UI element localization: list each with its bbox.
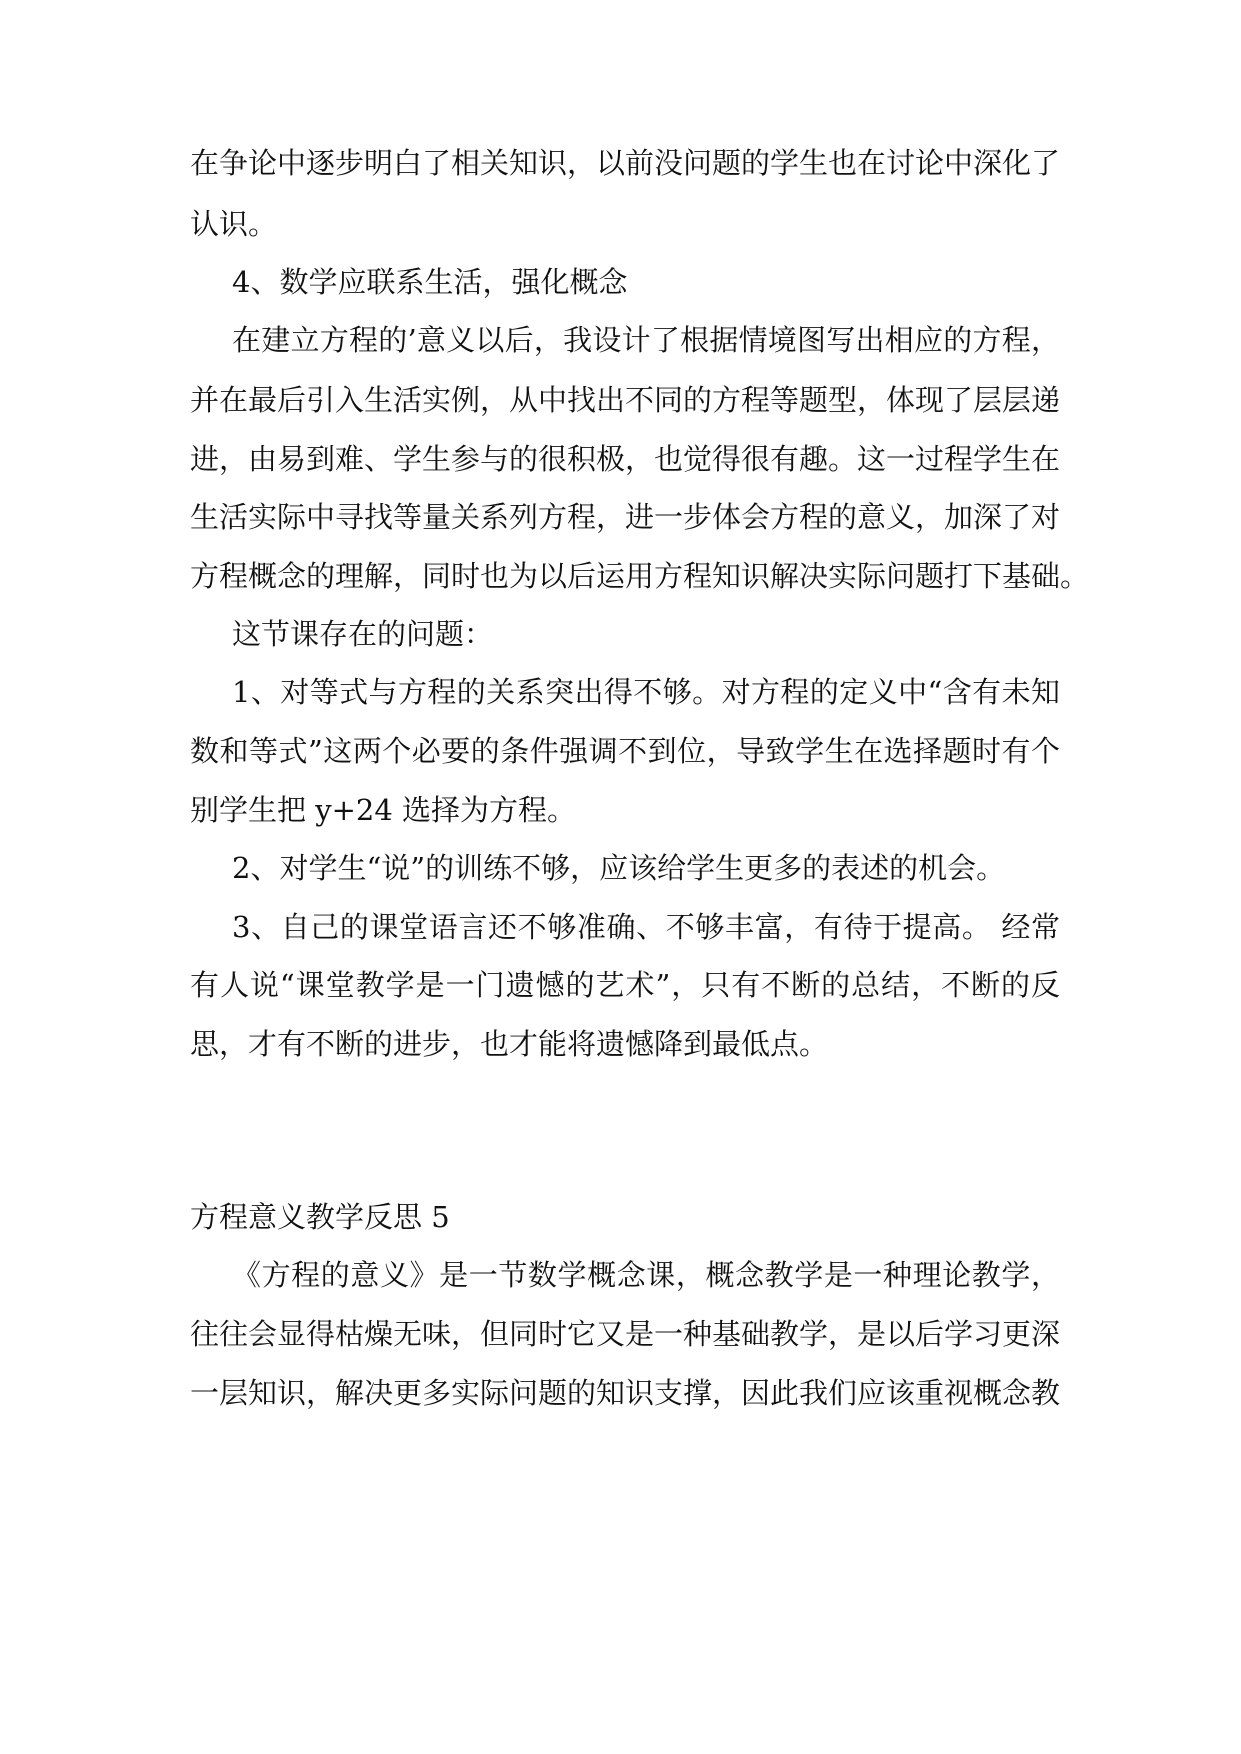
problems-heading: 这节课存在的问题： [232, 617, 494, 651]
list-item-line: 2、对学生“说”的训练不够，应该给学生更多的表述的机会。 [232, 851, 1006, 885]
list-item-line: 数和等式”这两个必要的条件强调不到位，导致学生在选择题时有个 [190, 734, 1060, 768]
paragraph-line: 在争论中逐步明白了相关知识，以前没问题的学生也在讨论中深化了 [190, 146, 1061, 180]
list-item-line: 有人说“课堂教学是一门遗憾的艺术”，只有不断的总结，不断的反 [190, 968, 1060, 1002]
paragraph-line: 往往会显得枯燥无味，但同时它又是一种基础教学，是以后学习更深 [190, 1317, 1061, 1351]
list-item-line: 别学生把 y+24 选择为方程。 [190, 793, 577, 827]
paragraph-line: 《方程的意义》是一节数学概念课，概念教学是一种理论教学， [232, 1258, 1060, 1292]
paragraph-line: 认识。 [190, 207, 278, 241]
section-heading: 4、数学应联系生活，强化概念 [232, 265, 628, 299]
paragraph-line: 方程概念的理解，同时也为以后运用方程知识解决实际问题打下基础。 [190, 559, 1090, 593]
list-item-line: 3、自己的课堂语言还不够准确、不够丰富，有待于提高。 经常 [232, 910, 1060, 944]
paragraph-line: 进，由易到难、学生参与的很积极，也觉得很有趣。这一过程学生在 [190, 442, 1061, 476]
paragraph-line: 并在最后引入生活实例，从中找出不同的方程等题型，体现了层层递 [190, 383, 1061, 417]
paragraph-line: 一层知识，解决更多实际问题的知识支撑，因此我们应该重视概念教 [190, 1376, 1061, 1410]
paragraph-line: 在建立方程的’意义以后，我设计了根据情境图写出相应的方程， [232, 323, 1060, 357]
list-item-line: 1、对等式与方程的关系突出得不够。对方程的定义中“含有未知 [232, 675, 1060, 709]
section-title: 方程意义教学反思 5 [190, 1200, 450, 1234]
list-item-line: 思，才有不断的进步，也才能将遗憾降到最低点。 [190, 1027, 829, 1061]
paragraph-line: 生活实际中寻找等量关系列方程，进一步体会方程的意义，加深了对 [190, 500, 1061, 534]
